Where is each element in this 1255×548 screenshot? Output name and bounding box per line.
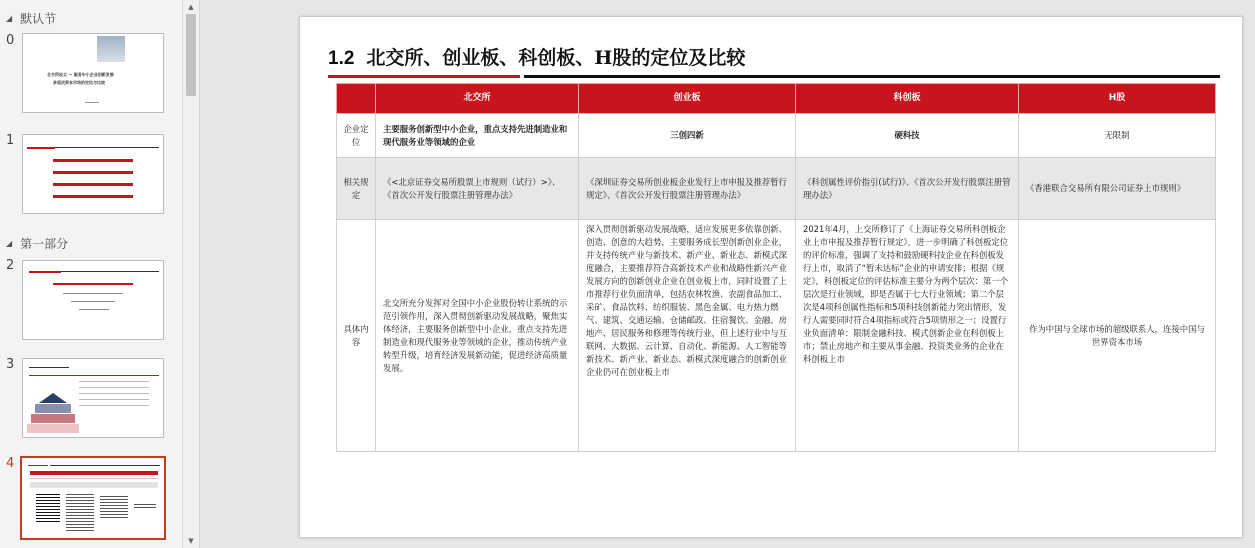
thumb-toc-bar <box>53 195 133 198</box>
thumb-text-block <box>134 504 156 508</box>
thumb-text-line <box>79 399 149 400</box>
thumb-caption-2: 多层次资本市场的定位与比较 <box>53 80 105 85</box>
slide-number: 1 <box>6 133 15 148</box>
collapse-triangle-icon[interactable]: ◢ <box>6 14 13 23</box>
slide-thumbnail-2[interactable] <box>22 260 164 340</box>
thumb-toc-bar <box>53 183 133 186</box>
slide-number: 2 <box>6 258 15 273</box>
thumb-red-rule <box>28 465 48 466</box>
table-cell[interactable]: 《香港联合交易所有限公司证券上市规则》 <box>1019 158 1216 220</box>
scroll-up-arrow-icon[interactable]: ▲ <box>188 3 194 11</box>
thumb-text-bar <box>53 283 133 285</box>
table-cell[interactable]: 北交所充分发挥对全国中小企业股份转让系统的示范引领作用，深入贯彻创新驱动发展战略，聚焦实体经济，主要服务创新型中小企业，重点支持先进制造业和现代服务业等领域的企业，推动传统产业转型升级，培育经济发展新动能，促进经济高质量发展。 <box>376 220 579 452</box>
comparison-table[interactable] <box>336 83 1216 452</box>
thumb-toc-bar <box>53 171 133 174</box>
row-label-cell[interactable]: 具体内容 <box>337 220 376 452</box>
section-label: 第一部分 <box>20 237 69 251</box>
table-cell[interactable]: 主要服务创新型中小企业，重点支持先进制造业和现代服务业等领域的企业 <box>376 114 579 158</box>
thumb-text-block <box>100 496 128 520</box>
slide-thumbnails-pane <box>0 0 200 548</box>
thumb-text-line <box>63 293 123 294</box>
thumb-table-header <box>30 471 158 475</box>
thumb-text-line <box>79 393 149 394</box>
table-row <box>337 114 1216 158</box>
thumb-pyramid-base <box>27 424 79 433</box>
slide-number: 0 <box>6 33 15 48</box>
current-slide[interactable] <box>299 16 1243 538</box>
table-header-cell[interactable] <box>337 84 376 114</box>
thumb-text-line <box>79 405 149 406</box>
table-header-cell[interactable]: 北交所 <box>376 84 579 114</box>
slide-thumbnail-0[interactable] <box>22 33 164 113</box>
thumb-red-rule <box>29 375 159 376</box>
slide-thumbnail-1[interactable] <box>22 134 164 214</box>
building-image <box>97 36 125 62</box>
thumb-title-line <box>29 367 69 368</box>
table-cell[interactable]: 深入贯彻创新驱动发展战略，适应发展更多依靠创新、创造、创意的大趋势，主要服务成长型创新创业企业，并支持传统产业与新技术、新产业、新业态、新模式深度融合，主要推荐符合高新技术产业和战略性新兴产业发展方向的创新创业企业在创业板上市，同时设置了上市推荐行业负面清单，包括农林牧渔、农副食品加工、采矿、食品饮料、纺织服装、黑色金属、电力热力燃气、建筑、交通运输、仓储邮政、住宿餐饮、金融、房地产、居民服务和修理等传统行业，但上述行业中与互联网、大数据、云计算、自动化、新能源、人工智能等新技术、新产业、新业态、新模式深度融合的创新创业企业仍可在创业板上市 <box>579 220 796 452</box>
thumbnails-scrollbar[interactable] <box>182 0 198 548</box>
thumb-table-line <box>30 478 158 479</box>
scroll-down-arrow-icon[interactable]: ▼ <box>188 537 194 545</box>
thumb-pyramid-top <box>39 393 67 403</box>
collapse-triangle-icon[interactable]: ◢ <box>6 239 13 248</box>
slide-thumbnail-4-active[interactable] <box>20 456 166 540</box>
table-cell[interactable]: 三创四新 <box>579 114 796 158</box>
thumb-text-line <box>71 301 115 302</box>
thumb-black-rule <box>61 271 159 272</box>
thumb-toc-bar <box>53 159 133 162</box>
thumb-pyramid-mid <box>35 404 71 413</box>
thumb-footer-line <box>85 102 99 103</box>
thumb-red-rule <box>29 271 61 273</box>
thumb-text-line <box>79 309 109 310</box>
thumb-black-rule <box>55 147 159 148</box>
table-header-cell[interactable]: H股 <box>1019 84 1216 114</box>
thumb-text-block <box>36 494 60 524</box>
table-cell[interactable]: 无限制 <box>1019 114 1216 158</box>
row-label-cell[interactable]: 企业定位 <box>337 114 376 158</box>
table-cell[interactable]: 2021年4月，上交所修订了《上海证券交易所科创板企业上市申报及推荐暂行规定》，进一步明确了科创板定位的评价标准，强调了支持和鼓励硬科技企业在科创板发行上市，取消了“暂未达标”企业的申请安排；根据《规定》，科创板定位的评估标准主要分为两个层次：第一个层次是行业领域，即是否属于七大行业领域；第二个层次是4项科创属性指标和5项科技创新能力突出情形，发行人需要同时符合4项指标或符合5项情形之一；设置行业负面清单：限制金融科技、模式创新企业在科创板上市；禁止房地产和主要从事金融、投资类业务的企业在科创板上市 <box>796 220 1019 452</box>
thumb-table-row <box>30 482 158 488</box>
slide-title-number: 1.2 <box>328 48 355 69</box>
table-row <box>337 220 1216 452</box>
thumb-red-rule <box>27 147 55 149</box>
table-cell[interactable]: 《科创属性评价指引(试行)》、《首次公开发行股票注册管理办法》 <box>796 158 1019 220</box>
section-label: 默认节 <box>20 12 57 26</box>
table-header-cell[interactable]: 科创板 <box>796 84 1019 114</box>
title-underline-red <box>328 75 520 78</box>
thumb-text-line <box>79 387 149 388</box>
table-cell[interactable]: 《<北京证券交易所股票上市规则（试行）>》、《首次公开发行股票注册管理办法》 <box>376 158 579 220</box>
table-cell[interactable]: 《深圳证券交易所创业板企业发行上市申报及推荐暂行规定》、《首次公开发行股票注册管理办法》 <box>579 158 796 220</box>
section-header-default[interactable] <box>6 10 56 27</box>
row-label-cell[interactable]: 相关规定 <box>337 158 376 220</box>
slide-number: 4 <box>6 456 15 471</box>
title-underline-black <box>524 75 1220 78</box>
slide-title[interactable] <box>328 43 745 70</box>
slide-editor-canvas <box>201 0 1255 548</box>
table-row <box>337 158 1216 220</box>
thumb-text-line <box>79 381 149 382</box>
slide-title-text: 北交所、创业板、科创板、H股的定位及比较 <box>366 47 746 69</box>
thumb-caption-1: 北交所设立 — 服务中小企业创新发展 <box>47 72 114 77</box>
table-header-row <box>337 84 1216 114</box>
table-header-cell[interactable]: 创业板 <box>579 84 796 114</box>
scrollbar-thumb[interactable] <box>186 14 196 96</box>
table-cell[interactable]: 硬科技 <box>796 114 1019 158</box>
thumb-pyramid-low <box>31 414 75 423</box>
slide-number: 3 <box>6 357 15 372</box>
section-header-part-one[interactable] <box>6 235 68 252</box>
slide-thumbnail-3[interactable] <box>22 358 164 438</box>
thumb-black-rule <box>50 465 160 466</box>
thumb-text-block <box>66 494 94 532</box>
table-cell[interactable]: 作为中国与全球市场的超级联系人，连接中国与世界资本市场 <box>1019 220 1216 452</box>
